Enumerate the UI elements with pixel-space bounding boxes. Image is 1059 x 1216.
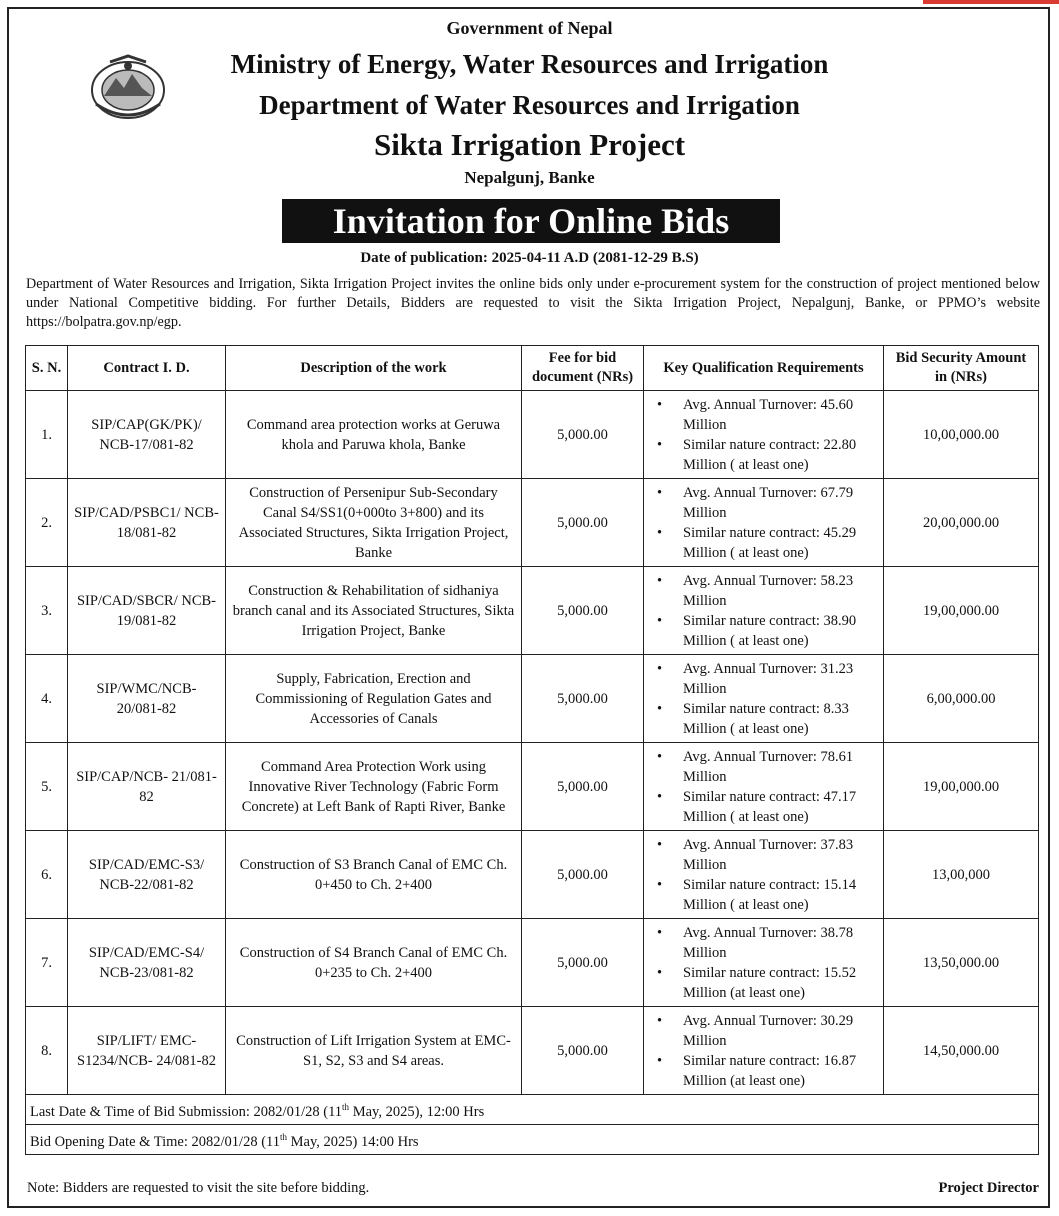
footer-note: Note: Bidders are requested to visit the site before bidding. [27,1180,370,1196]
cell-fee: 5,000.00 [522,567,644,655]
cell-fee: 5,000.00 [522,479,644,567]
qual-turnover: • Avg. Annual Turnover: 38.78 Million [650,923,878,963]
cell-qualification [644,567,884,655]
opening-time-text: May, 2025) 14:00 Hrs [287,1133,419,1150]
cell-sn: 3. [26,567,68,655]
cell-description: Supply, Fabrication, Erection and Commissioning of Regulation Gates and Accessories of Canals [226,655,522,743]
opening-date [26,1124,1039,1154]
project-title: Sikta Irrigation Project [373,127,686,162]
publication-date: Date of publication: 2025-04-11 A.D (2081-12-29 B.S) [360,250,699,266]
qual-turnover: • Avg. Annual Turnover: 67.79 Million [650,483,878,523]
cell-description: Construction of Lift Irrigation System at EMC-S1, S2, S3 and S4 areas. [226,1007,522,1095]
cell-qualification [644,831,884,919]
qual-turnover: • Avg. Annual Turnover: 78.61 Million [650,747,878,787]
cell-qualification [644,391,884,479]
cell-description: Construction of S3 Branch Canal of EMC Ch. 0+450 to Ch. 2+400 [226,831,522,919]
cell-sn: 8. [26,1007,68,1095]
header-qualification: Key Qualification Requirements [644,346,884,391]
qual-turnover: • Avg. Annual Turnover: 45.60 Million [650,395,878,435]
header-contract-id: Contract I. D. [68,346,226,391]
submission-date-text: Last Date & Time of Bid Submission: 2082/01/28 (11 [30,1103,343,1120]
notice-title: Invitation for Online Bids [282,199,780,243]
cell-qualification [644,655,884,743]
submission-deadline [26,1095,1039,1125]
cell-description: Construction of Persenipur Sub-Secondary Canal S4/SS1(0+000to 3+800) and its Associated Structures, Sikta Irrigation Project, Banke [226,479,522,567]
opening-date-sup: th [280,1131,288,1142]
cell-fee: 5,000.00 [522,743,644,831]
header-sn: S. N. [26,346,68,391]
cell-sn: 7. [26,919,68,1007]
intro-paragraph: Department of Water Resources and Irrigation, Sikta Irrigation Project invites the online bids only under e-procurement system for the construction of project mentioned below under National Competitive bidding. For further Details, Bidders are requested to visit the Sikta Irrigation Project, Nepalgunj, Banke, or PPMO’s website https://bolpatra.gov.np/egp. [26,276,1040,330]
qual-turnover: • Avg. Annual Turnover: 37.83 Million [650,835,878,875]
header-description: Description of the work [226,346,522,391]
department-title: Department of Water Resources and Irrigation [259,90,800,120]
cell-qualification [644,1007,884,1095]
cell-sn: 6. [26,831,68,919]
cell-contract-id: SIP/CAP/NCB- 21/081-82 [68,743,226,831]
cell-contract-id: SIP/WMC/NCB- 20/081-82 [68,655,226,743]
table-row [26,479,1039,567]
signatory: Project Director [938,1180,1039,1196]
bids-table [25,345,1039,1155]
cell-contract-id: SIP/CAP(GK/PK)/ NCB-17/081-82 [68,391,226,479]
cell-fee: 5,000.00 [522,919,644,1007]
submission-deadline-row [26,1095,1039,1125]
cell-bid-security: 19,00,000.00 [884,743,1039,831]
cell-contract-id: SIP/CAD/EMC-S3/ NCB-22/081-82 [68,831,226,919]
cell-qualification [644,743,884,831]
cell-bid-security: 13,50,000.00 [884,919,1039,1007]
cell-contract-id: SIP/CAD/EMC-S4/ NCB-23/081-82 [68,919,226,1007]
government-title: Government of Nepal [446,18,613,38]
header-bid-security: Bid Security Amount in (NRs) [884,346,1039,391]
cell-description: Construction & Rehabilitation of sidhaniya branch canal and its Associated Structures, Sikta Irrigation Project, Banke [226,567,522,655]
table-row [26,831,1039,919]
header-fee: Fee for bid document (NRs) [522,346,644,391]
cell-bid-security: 20,00,000.00 [884,479,1039,567]
qual-similar-contract: • Similar nature contract: 15.52 Million (at least one) [650,963,878,1003]
qual-similar-contract: • Similar nature contract: 45.29 Million ( at least one) [650,523,878,563]
cell-fee: 5,000.00 [522,1007,644,1095]
qual-turnover: • Avg. Annual Turnover: 58.23 Million [650,571,878,611]
cell-bid-security: 19,00,000.00 [884,567,1039,655]
table-row [26,391,1039,479]
opening-date-row [26,1124,1039,1154]
cell-fee: 5,000.00 [522,655,644,743]
cell-sn: 2. [26,479,68,567]
table-row [26,655,1039,743]
cell-description: Command Area Protection Work using Innovative River Technology (Fabric Form Concrete) at Left Bank of Rapti River, Banke [226,743,522,831]
cell-fee: 5,000.00 [522,831,644,919]
qual-similar-contract: • Similar nature contract: 47.17 Million ( at least one) [650,787,878,827]
cell-description: Command area protection works at Geruwa khola and Paruwa khola, Banke [226,391,522,479]
cell-sn: 4. [26,655,68,743]
cell-sn: 5. [26,743,68,831]
table-row [26,1007,1039,1095]
table-row [26,567,1039,655]
submission-time-text: May, 2025), 12:00 Hrs [349,1103,485,1120]
cell-contract-id: SIP/CAD/SBCR/ NCB-19/081-82 [68,567,226,655]
cell-qualification [644,479,884,567]
qual-similar-contract: • Similar nature contract: 8.33 Million ( at least one) [650,699,878,739]
qual-similar-contract: • Similar nature contract: 38.90 Million ( at least one) [650,611,878,651]
cell-contract-id: SIP/LIFT/ EMC-S1234/NCB- 24/081-82 [68,1007,226,1095]
table-row [26,743,1039,831]
qual-similar-contract: • Similar nature contract: 22.80 Million ( at least one) [650,435,878,475]
cell-bid-security: 14,50,000.00 [884,1007,1039,1095]
table-header-row [26,346,1039,391]
qual-similar-contract: • Similar nature contract: 16.87 Million (at least one) [650,1051,878,1091]
cell-description: Construction of S4 Branch Canal of EMC Ch. 0+235 to Ch. 2+400 [226,919,522,1007]
opening-date-text: Bid Opening Date & Time: 2082/01/28 (11 [30,1133,280,1150]
cell-contract-id: SIP/CAD/PSBC1/ NCB-18/081-82 [68,479,226,567]
qual-turnover: • Avg. Annual Turnover: 31.23 Million [650,659,878,699]
project-location: Nepalgunj, Banke [464,168,595,187]
cell-qualification [644,919,884,1007]
qual-similar-contract: • Similar nature contract: 15.14 Million ( at least one) [650,875,878,915]
submission-date-sup: th [342,1102,350,1112]
cell-bid-security: 10,00,000.00 [884,391,1039,479]
cell-bid-security: 13,00,000 [884,831,1039,919]
top-accent-bar [923,0,1059,4]
cell-sn: 1. [26,391,68,479]
cell-bid-security: 6,00,000.00 [884,655,1039,743]
qual-turnover: • Avg. Annual Turnover: 30.29 Million [650,1011,878,1051]
ministry-title: Ministry of Energy, Water Resources and Irrigation [230,49,829,79]
table-row [26,919,1039,1007]
cell-fee: 5,000.00 [522,391,644,479]
